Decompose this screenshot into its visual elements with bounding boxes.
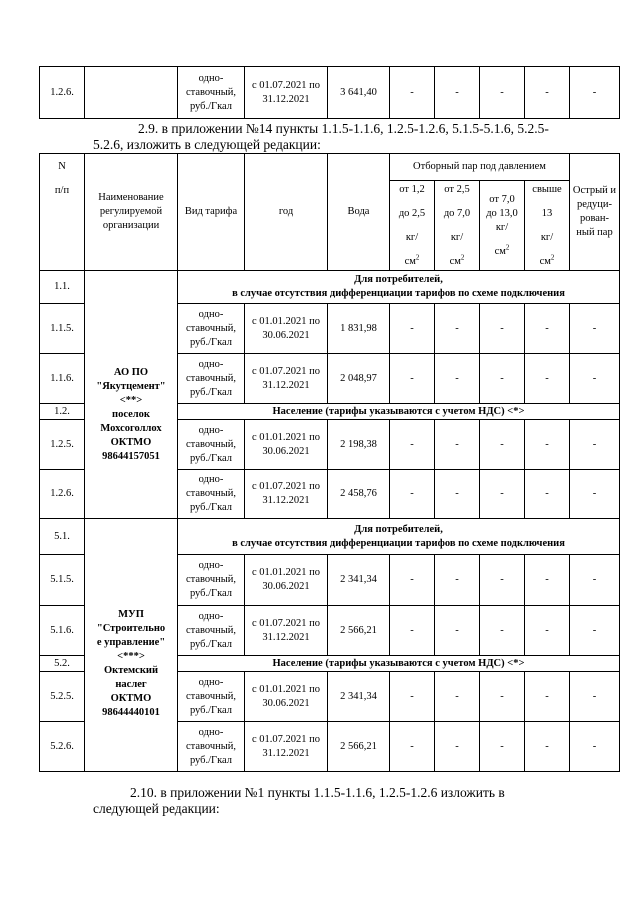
row-number: 1.2.5. (40, 420, 85, 470)
steam-4: - (525, 304, 570, 354)
water-value: 2 566,21 (328, 606, 390, 656)
steam-3: - (480, 555, 525, 606)
steam-1: - (390, 470, 435, 519)
sharp-steam: - (570, 354, 620, 404)
period: с 01.01.2021 по 30.06.2021 (245, 420, 328, 470)
section-title-line1: Для потребителей, (354, 274, 443, 285)
steam-3: - (480, 304, 525, 354)
org-line: <**> (119, 394, 143, 406)
water-value: 2 566,21 (328, 722, 390, 772)
steam-1: - (390, 67, 435, 119)
steam-3: - (480, 722, 525, 772)
section-title (178, 519, 620, 555)
header-organization: Наименование регулируемой организации (85, 154, 178, 271)
unit-kg: кг/ (450, 231, 464, 243)
section-title-line2: в случае отсутствия дифференциации тарифов по схеме подключения (232, 537, 565, 549)
steam-3: - (480, 470, 525, 519)
steam-2: - (435, 555, 480, 606)
sharp-steam: - (570, 555, 620, 606)
row-number: 1.1.5. (40, 304, 85, 354)
unit-kg: кг/ (495, 221, 509, 233)
unit-cm: см (539, 255, 551, 267)
steam-4: - (525, 555, 570, 606)
row-number: 5.2. (40, 656, 85, 672)
sharp-steam: - (570, 672, 620, 722)
steam-1: - (390, 420, 435, 470)
steam-2: - (435, 304, 480, 354)
steam-2: - (435, 354, 480, 404)
water-value: 2 048,97 (328, 354, 390, 404)
header-pressure-3 (480, 181, 525, 271)
steam-2: - (435, 470, 480, 519)
row-number: 5.2.5. (40, 672, 85, 722)
header-tariff-type: Вид тарифа (178, 154, 245, 271)
steam-3: - (480, 420, 525, 470)
header-number (40, 154, 85, 271)
tariff-type: одно-ставочный, руб./Гкал (178, 470, 245, 519)
period: с 01.01.2021 по 30.06.2021 (245, 304, 328, 354)
tariff-type: одно-ставочный, руб./Гкал (178, 304, 245, 354)
sharp-steam: - (570, 606, 620, 656)
paragraph-2-10-line2: следующей редакции: (93, 801, 220, 816)
organization-cell-2 (85, 519, 178, 772)
unit-kg: кг/ (405, 231, 419, 243)
org-line: <***> (117, 651, 145, 662)
steam-1: - (390, 722, 435, 772)
steam-4: - (525, 470, 570, 519)
steam-4: - (525, 67, 570, 119)
section-title: Население (тарифы указываются с учетом НДС) <*> (178, 656, 620, 672)
steam-1: - (390, 672, 435, 722)
period: с 01.07.2021 по 31.12.2021 (245, 470, 328, 519)
unit-sup: 2 (505, 243, 510, 251)
sharp-steam: - (570, 722, 620, 772)
water-value: 2 458,76 (328, 470, 390, 519)
tariff-type: одно-ставочный, руб./Гкал (178, 67, 245, 119)
pressure-from: от 2,5 (444, 183, 470, 195)
section-title-line2: в случае отсутствия дифференциации тарифов по схеме подключения (232, 288, 565, 299)
steam-2: - (435, 672, 480, 722)
sharp-steam: - (570, 67, 620, 119)
tariff-type: одно-ставочный, руб./Гкал (178, 722, 245, 772)
unit-sup: 2 (460, 253, 465, 261)
org-line: ОКТМО (110, 693, 152, 704)
steam-1: - (390, 354, 435, 404)
row-number: 1.2.6. (40, 470, 85, 519)
row-number: 5.2.6. (40, 722, 85, 772)
steam-2: - (435, 606, 480, 656)
period: с 01.07.2021 по 31.12.2021 (245, 722, 328, 772)
header-sharp-steam: Острый и редуци-рован-ный пар (570, 154, 620, 271)
header-pressure-2 (435, 181, 480, 271)
section-title (178, 271, 620, 304)
section-row (40, 519, 620, 555)
row-number: 5.1. (40, 519, 85, 555)
period: с 01.01.2021 по 30.06.2021 (245, 672, 328, 722)
water-value: 2 198,38 (328, 420, 390, 470)
steam-3: - (480, 67, 525, 119)
steam-1: - (390, 606, 435, 656)
period: с 01.01.2021 по 30.06.2021 (245, 555, 328, 606)
org-line: МУП (118, 609, 144, 620)
row-number: 1.2.6. (40, 67, 85, 119)
steam-2: - (435, 420, 480, 470)
water-value: 1 831,98 (328, 304, 390, 354)
pressure-from: от 1,2 (399, 183, 425, 195)
sharp-steam: - (570, 420, 620, 470)
pressure-from: свыше (532, 183, 562, 195)
unit-sup: 2 (415, 253, 420, 261)
org-line: АО ПО (113, 366, 149, 378)
header-pressure-1 (390, 181, 435, 271)
pressure-to: до 7,0 (443, 207, 471, 219)
steam-1: - (390, 304, 435, 354)
org-line: "Строительно (96, 623, 166, 634)
steam-3: - (480, 672, 525, 722)
unit-kg: кг/ (540, 231, 554, 243)
sharp-steam: - (570, 470, 620, 519)
org-line: ОКТМО (110, 436, 152, 448)
organization-cell-1 (85, 271, 178, 519)
period: с 01.07.2021 по 31.12.2021 (245, 67, 328, 119)
org-line: 98644440101 (102, 707, 160, 718)
period: с 01.07.2021 по 31.12.2021 (245, 606, 328, 656)
steam-1: - (390, 555, 435, 606)
steam-4: - (525, 420, 570, 470)
pressure-to: до 13,0 (486, 207, 518, 219)
steam-4: - (525, 722, 570, 772)
steam-3: - (480, 354, 525, 404)
row-number: 1.2. (40, 404, 85, 420)
header-water: Вода (328, 154, 390, 271)
section-title: Население (тарифы указываются с учетом НДС) <*> (178, 404, 620, 420)
steam-4: - (525, 354, 570, 404)
period: с 01.07.2021 по 31.12.2021 (245, 354, 328, 404)
header-selected-steam: Отборный пар под давлением (390, 154, 570, 181)
tariff-type: одно-ставочный, руб./Гкал (178, 672, 245, 722)
water-value: 2 341,34 (328, 555, 390, 606)
steam-2: - (435, 722, 480, 772)
tariff-type: одно-ставочный, руб./Гкал (178, 354, 245, 404)
row-number: 5.1.5. (40, 555, 85, 606)
header-row-1 (40, 154, 620, 181)
steam-4: - (525, 672, 570, 722)
steam-3: - (480, 606, 525, 656)
unit-sup: 2 (550, 253, 555, 261)
pressure-from: от 7,0 (489, 193, 515, 205)
row-number: 1.1. (40, 271, 85, 304)
header-pressure-4 (525, 181, 570, 271)
org-line: е управление" (96, 637, 166, 648)
unit-cm: см (449, 255, 461, 267)
row-number: 1.1.6. (40, 354, 85, 404)
org-line: Октемский (104, 665, 158, 676)
pressure-to: до 2,5 (398, 207, 426, 219)
org-cell (85, 67, 178, 119)
unit-cm: см (404, 255, 416, 267)
main-tariff-table (39, 153, 620, 772)
top-tariff-table (39, 66, 620, 119)
unit-cm: см (494, 245, 506, 257)
tariff-type: одно-ставочный, руб./Гкал (178, 606, 245, 656)
pressure-to: 13 (541, 207, 553, 219)
org-line: наслег (115, 679, 147, 690)
org-line: "Якутцемент" (96, 380, 166, 392)
tariff-type: одно-ставочный, руб./Гкал (178, 555, 245, 606)
paragraph-2-9-line2: 5.2.6, изложить в следующей редакции: (93, 137, 321, 152)
org-line: Мохсоголлох (100, 422, 162, 434)
paragraph-2-9-line1: 2.9. в приложении №14 пункты 1.1.5-1.1.6, 1.2.5-1.2.6, 5.1.5-5.1.6, 5.2.5- (138, 121, 549, 136)
section-row (40, 271, 620, 304)
header-year: год (245, 154, 328, 271)
water-value: 2 341,34 (328, 672, 390, 722)
header-number-pp: п/п (54, 185, 70, 196)
org-line: 98644157051 (102, 450, 160, 462)
row-number: 5.1.6. (40, 606, 85, 656)
sharp-steam: - (570, 304, 620, 354)
tariff-type: одно-ставочный, руб./Гкал (178, 420, 245, 470)
org-line: поселок (112, 408, 150, 420)
header-number-n: N (58, 161, 66, 172)
table-row (40, 67, 620, 119)
paragraph-2-10-line1: 2.10. в приложении №1 пункты 1.1.5-1.1.6, 1.2.5-1.2.6 изложить в (130, 785, 505, 800)
steam-4: - (525, 606, 570, 656)
water-value: 3 641,40 (328, 67, 390, 119)
steam-2: - (435, 67, 480, 119)
section-title-line1: Для потребителей, (354, 523, 443, 535)
